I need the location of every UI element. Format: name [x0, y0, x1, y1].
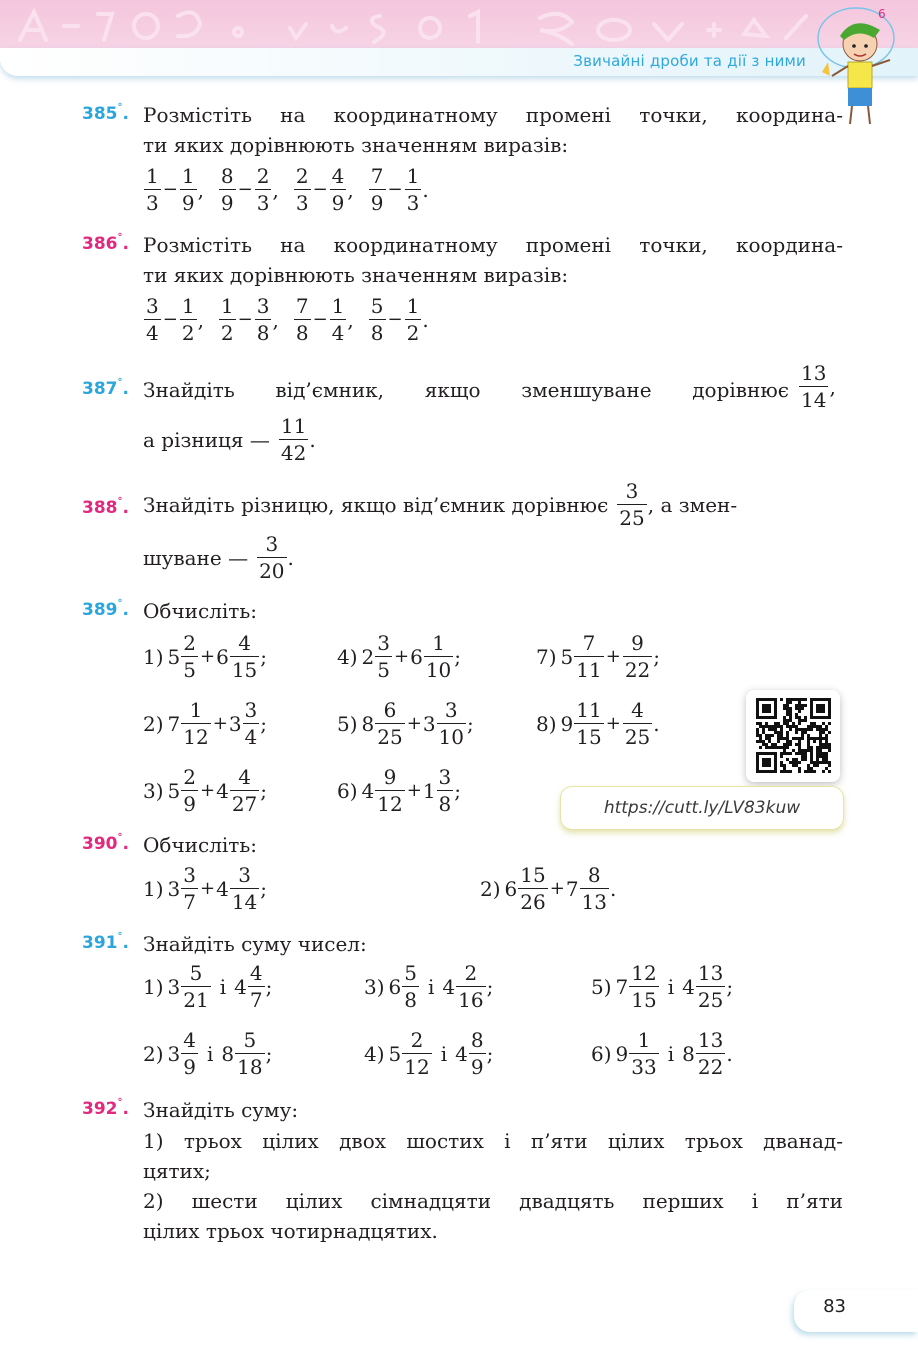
qr-code[interactable]	[746, 690, 840, 782]
task-text-line: Знайдіть різницю, якщо від’ємник дорівнює 3 25 , а змен-	[143, 479, 738, 530]
fraction: 7 8	[295, 294, 309, 345]
exercise-item: 5) 8 6 25 + 3 3 10 ;	[337, 698, 474, 749]
exercise-item: 6) 9 1 33 і 8 13 22 .	[591, 1028, 733, 1079]
fraction: 15 26	[520, 863, 546, 914]
fraction: 5 8	[404, 961, 417, 1012]
fraction: 3 8	[438, 765, 452, 816]
fraction: 3 10	[438, 698, 464, 749]
fraction: 3 4	[146, 294, 159, 345]
task-number: 386°.	[82, 232, 129, 254]
fraction: $\frac{2}{3}$	[256, 164, 270, 215]
fraction: 8 13	[581, 863, 607, 914]
expression-list: 1 3 − $\frac{1}{9}$ , 8 9 − $\frac{2}{3}$ , 2 3 − $\frac{4}{9}$ , 7 9 − $\frac{1}{3}$ .	[146, 164, 429, 215]
task-number: 387°.	[82, 377, 129, 399]
fraction: 11 42	[280, 414, 307, 465]
task-title: Обчисліть:	[143, 599, 257, 623]
fraction-value: 13 14 ,	[801, 361, 836, 412]
fraction: 2 3	[295, 164, 309, 215]
task-text: Розмістіть на координатному промені точки, координа-	[143, 233, 843, 257]
task-number: 388°.	[82, 496, 129, 518]
fraction: $\frac{1}{2}$	[406, 294, 420, 345]
fraction: 13 14	[801, 361, 827, 412]
chapter-title: Звичайні дроби та дії з ними	[573, 52, 806, 70]
fraction: 4 15	[231, 631, 258, 682]
fraction: 1 33	[631, 1028, 657, 1079]
fraction: 11 15	[576, 698, 602, 749]
fraction: 3 20	[259, 532, 285, 583]
fraction: 5 18	[237, 1028, 263, 1079]
fraction: $\frac{1}{2}$	[181, 294, 195, 345]
exercise-item: 3) 6 5 8 і 4 2 16 ;	[364, 961, 494, 1012]
header-decoration-band	[0, 0, 918, 48]
exercise-item: 2) 7 1 12 + 3 3 4 ;	[143, 698, 268, 749]
fraction: 3 25	[619, 479, 645, 530]
exercise-item: 4) 2 3 5 + 6 1 10 ;	[337, 631, 462, 682]
task-text: ти яких дорівнюють значенням виразів:	[143, 133, 569, 157]
fraction: 1 12	[183, 698, 209, 749]
exercise-item: 8) 9 11 15 + $\frac{4}{25}$ .	[536, 698, 660, 749]
exercise-item: 7) 5 7 11 + $\frac{9}{22}$ ;	[536, 631, 661, 682]
fraction: 4 9	[183, 1028, 196, 1079]
task-number: 390°.	[82, 832, 129, 854]
fraction: $\frac{4}{9}$	[331, 164, 345, 215]
exercise-item: 1) 3 5 21 і 4 4 7 ;	[143, 961, 273, 1012]
fraction: 12 15	[631, 961, 657, 1012]
resource-link[interactable]: https://cutt.ly/LV83kuw	[560, 786, 844, 830]
math-symbols-decoration	[0, 4, 830, 48]
exercise-item: 2) 6 15 26 + 7 8 13 .	[480, 863, 617, 914]
fraction: 4 27	[231, 765, 258, 816]
task-text: 2) шести цілих сімнадцяти двадцять перших і п’яти	[143, 1189, 843, 1213]
fraction: $\frac{1}{4}$	[331, 294, 345, 345]
task-text: ти яких дорівнюють значенням виразів:	[143, 263, 569, 287]
exercise-item: 1) 3 3 7 + 4 3 14 ;	[143, 863, 268, 914]
fraction: $\frac{3}{8}$	[256, 294, 270, 345]
task-text: цілих трьох чотирнадцятих.	[143, 1219, 438, 1243]
task-number: 391°.	[82, 931, 129, 953]
task-text: 1) трьох цілих двох шостих і п’яти цілих трьох дванад-	[143, 1129, 843, 1153]
fraction: 9 12	[377, 765, 403, 816]
task-title: Знайдіть суму чисел:	[143, 932, 367, 956]
grade-number: 6	[878, 7, 886, 21]
fraction: 8 9	[470, 1028, 484, 1079]
fraction: 7 11	[576, 631, 602, 682]
fraction: $\frac{1}{9}$	[181, 164, 195, 215]
qr-code-icon	[746, 690, 840, 782]
fraction: 13 25	[697, 961, 724, 1012]
task-text-line: а різниця — 11 42 .	[143, 414, 316, 465]
exercise-item: 4) 5 2 12 і 4 8 9 ;	[364, 1028, 494, 1079]
fraction: 2 16	[458, 961, 484, 1012]
fraction: 1 10	[425, 631, 452, 682]
fraction: 5 8	[370, 294, 384, 345]
fraction: 8 9	[220, 164, 234, 215]
expression-list: 3 4 − $\frac{1}{2}$ , 1 2 − $\frac{3}{8}$ , 7 8 − $\frac{1}{4}$ , 5 8 − $\frac{1}{2}$ .	[146, 294, 429, 345]
exercise-item: 2) 3 4 9 і 8 5 18 ;	[143, 1028, 273, 1079]
task-title: Обчисліть:	[143, 833, 257, 857]
fraction: $\frac{9}{22}$	[624, 631, 651, 682]
page-number: 83	[823, 1296, 846, 1317]
task-number: 389°.	[82, 598, 129, 620]
fraction: $\frac{1}{3}$	[406, 164, 420, 215]
fraction: 5 21	[183, 961, 209, 1012]
exercise-item: 3) 5 2 9 + 4 4 27 ;	[143, 765, 268, 816]
task-title: Знайдіть суму:	[143, 1098, 299, 1122]
fraction: 2 9	[183, 765, 196, 816]
fraction: 3 5	[377, 631, 390, 682]
fraction: 6 25	[377, 698, 403, 749]
task-text: цятих;	[143, 1159, 211, 1183]
fraction: 13 22	[697, 1028, 724, 1079]
fraction: 4 7	[249, 961, 263, 1012]
fraction: 3 4	[244, 698, 258, 749]
task-text: Знайдіть від’ємник, якщо зменшуване дорівнює	[143, 378, 789, 402]
exercise-item: 6) 4 9 12 + 1 3 8 ;	[337, 765, 462, 816]
task-number: 392°.	[82, 1097, 129, 1119]
page-number-tab	[794, 1290, 918, 1332]
task-number: 385°.	[82, 102, 129, 124]
fraction: 7 9	[370, 164, 384, 215]
fraction: 1 3	[146, 164, 159, 215]
fraction: $\frac{4}{25}$	[624, 698, 651, 749]
fraction: 3 14	[231, 863, 258, 914]
exercise-item: 5) 7 12 15 і 4 13 25 ;	[591, 961, 734, 1012]
task-text: Розмістіть на координатному промені точки, координа-	[143, 103, 843, 127]
exercise-item: 1) 5 2 5 + 6 4 15 ;	[143, 631, 268, 682]
task-text-line: шуване — 3 20 .	[143, 532, 294, 583]
fraction: 2 5	[183, 631, 196, 682]
fraction: 3 7	[183, 863, 196, 914]
fraction: 2 12	[404, 1028, 430, 1079]
fraction: 1 2	[220, 294, 234, 345]
